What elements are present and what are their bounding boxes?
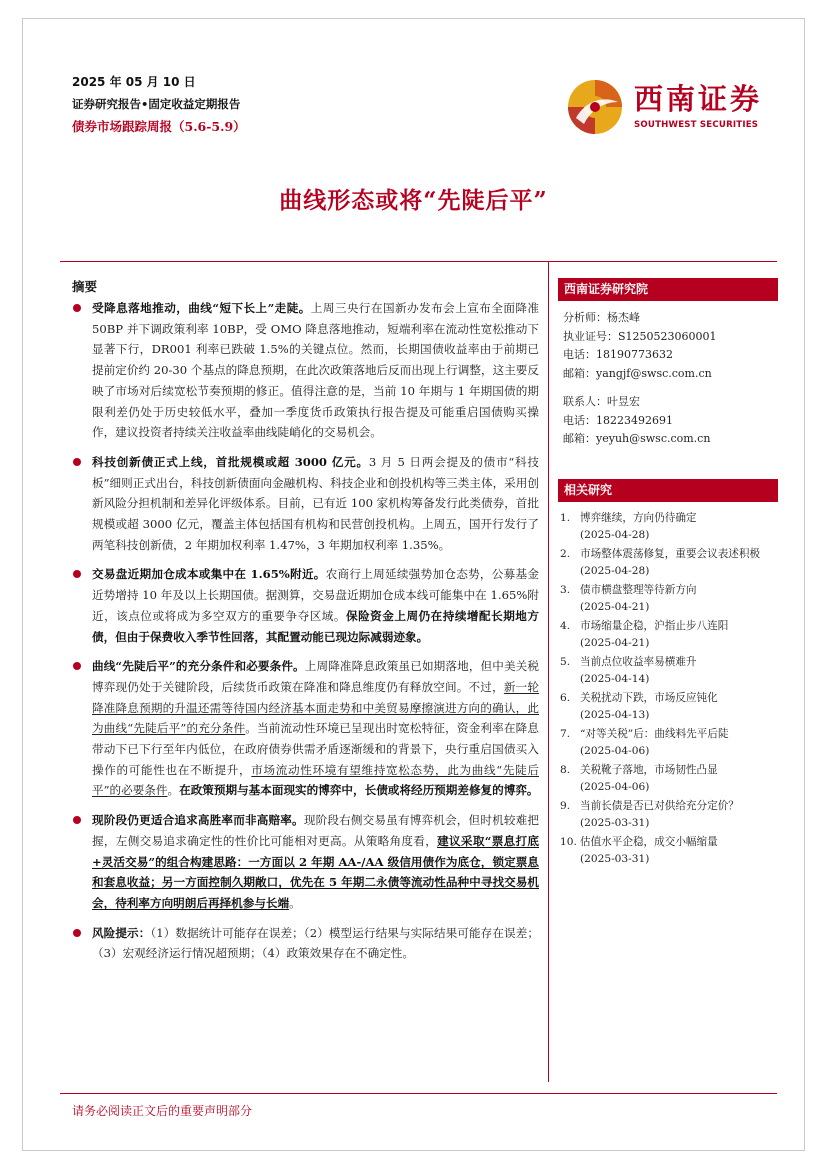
bullet-text-segment: 。 — [289, 895, 301, 910]
related-item-date: (2025-03-31) — [580, 853, 650, 865]
bullet-text-segment: 农商行上周延续强势加仓态势，公募基金近势增持 10 年及以上长期国债。据测算，交易盘近期加仓成本线可能集中在 1.65%附近，该点位或将成为多空双方的重要争夺区域。 — [92, 567, 539, 623]
summary-bullet — [72, 298, 539, 443]
contact-phone: 电话：18223492691 — [563, 413, 673, 427]
analyst-license: 执业证号：S1250523060001 — [563, 329, 717, 343]
related-item-number: 6. — [560, 691, 571, 704]
red-dot-bullet-icon — [73, 570, 81, 578]
bullet-text-segment: 新一轮降准降息预期的升温还需等待国内经济基本面走势和中美贸易摩擦演进方向的确认，此为曲线“先陡后平”的充分条件 — [92, 679, 539, 736]
bullet-text-segment: 市场流动性环境有望维持宽松态势，此为曲线“先陡后平”的必要条件 — [92, 762, 539, 798]
related-item-date: (2025-03-31) — [580, 817, 650, 829]
contact-email[interactable]: 邮箱：yeyuh@swsc.com.cn — [563, 432, 711, 445]
bullet-text-segment: 曲线“先陡后平”的充分条件和必要条件。 — [92, 659, 305, 674]
related-item-number: 10. — [560, 835, 577, 848]
related-research-item[interactable] — [560, 834, 778, 869]
related-research-item[interactable] — [560, 690, 778, 725]
bullet-text-segment: 上周降准降息政策虽已如期落地，但中美关税博弈现仍处于关键阶段，后续货币政策在降准和降息维度仍有释放空间。不过， — [92, 659, 539, 694]
related-item-number: 5. — [560, 655, 571, 668]
report-title: 曲线形态或将“先陡后平” — [279, 187, 548, 214]
analyst-info — [558, 301, 778, 449]
related-item-number: 3. — [560, 583, 571, 596]
red-dot-bullet-icon — [73, 304, 81, 312]
logo-name-cn: 西南证券 — [634, 82, 763, 116]
red-dot-bullet-icon — [73, 929, 81, 937]
bullet-text-segment: 。当前流动性环境已呈现出时宽松特征，资金利率在降息带动下已下行至年内低位，在政府债券供需矛盾逐渐缓和的背景下，央行重启国债买入操作的可能性也在不断提升， — [92, 721, 539, 777]
related-item-title: 市场缩量企稳，沪指止步八连阳 — [580, 619, 729, 632]
bullet-text-segment: 现阶段右侧交易虽有博弈机会，但时机较难把握，左侧交易追求确定性的性价比可能相对更高。从策略角度看， — [92, 813, 539, 848]
related-item-date: (2025-04-28) — [580, 529, 650, 541]
footer-divider — [60, 1093, 777, 1094]
related-item-number: 4. — [560, 619, 571, 632]
bullet-text-segment: 3 月 5 日两会提及的债市“科技板”细则正式出台，科技创新债面向金融机构、科技企业和创投机构等三类主体，采用创新风险分担机制和差异化评级体系。目前，已有近 100 家机构筹备发行此类债券，首批规模或超 3000 亿元，覆盖主体包括国有机构和民营创投机构。上周五，国开行发行了两笔科技创新债，2 年期加权利率 1.47%，3 年期加权利率 1.35%。 — [92, 454, 539, 552]
report-header — [72, 74, 246, 135]
analyst-phone: 电话：18190773632 — [563, 348, 673, 361]
sidebar-divider — [548, 262, 549, 1082]
analyst-email[interactable]: 邮箱：yangjf@swsc.com.cn — [563, 366, 712, 380]
related-item-date: (2025-04-21) — [580, 637, 650, 649]
bullet-text-segment: 保险资金上周仍在持续增配长期地方债，但由于保费收入季节性回落，其配置动能已现边际减弱迹象。 — [92, 608, 539, 644]
bullet-text-segment: 上周三央行在国新办发布会上宣布全面降准 50BP 并下调政策利率 10BP，受 OMO 降息落地推动，短端利率在流动性宽松推动下显著下行，DR001 利率已跌破 1.5%的关键点位。然而，长期国债收益率由于前期已提前定价约 20-30 个基点的降息预期，在此次政策落地后反而出现上行调整，这主要反映了市场对后续宽松节奏预期的修正。值得注意的是，当前 10 年期与 1 年期国债的期限利差仍处于历史较低水平，叠加一季度货币政策执行报告提及可能重启国债购买操作，建议投资者持续关注收益率曲线陡峭化的交易机会。 — [92, 301, 539, 440]
institute-header: 西南证券研究院 — [558, 278, 778, 301]
related-item-date: (2025-04-14) — [580, 673, 650, 685]
bullet-text-segment: 在政策预期与基本面现实的博弈中，长债或将经历预期差修复的博弈。 — [179, 783, 539, 798]
related-item-title: 债市横盘整理等待新方向 — [580, 583, 697, 596]
bullet-text-segment: 建议采取“票息打底+灵活交易”的组合构建思路：一方面以 2 年期 AA-/AA 级信用债作为底仓，锁定票息和套息收益；另一方面控制久期敞口，优先在 5 年期二永债等流动性品种中寻找交易机会，待利率方向明朗后再择机参与长端 — [92, 833, 539, 910]
title-divider — [60, 261, 777, 262]
related-item-title: “对等关税”后：曲线料先平后陡 — [580, 727, 729, 740]
related-item-title: 估值水平企稳，成交小幅缩量 — [580, 835, 718, 848]
contact-name: 联系人：叶昱宏 — [563, 395, 640, 408]
summary-section — [72, 298, 539, 973]
related-item-title: 关税扰动下跌，市场反应钝化 — [580, 691, 718, 704]
related-item-date: (2025-04-06) — [580, 781, 650, 793]
related-item-number: 1. — [560, 511, 571, 524]
summary-bullet — [72, 452, 539, 556]
red-dot-bullet-icon — [73, 816, 81, 824]
related-item-number: 2. — [560, 547, 571, 560]
report-series: 债券市场跟踪周报（5.6-5.9） — [72, 119, 246, 134]
red-dot-bullet-icon — [73, 458, 81, 466]
related-research-item[interactable] — [560, 798, 778, 833]
bullet-text-segment: 。 — [167, 783, 180, 798]
related-research-item[interactable] — [560, 582, 778, 617]
related-item-number: 8. — [560, 763, 571, 776]
related-research-item[interactable] — [560, 546, 778, 581]
southwest-securities-logo-icon — [566, 78, 624, 136]
related-item-date: (2025-04-21) — [580, 601, 650, 613]
bullet-text-segment: 交易盘近期加仓成本或集中在 1.65%附近。 — [92, 567, 326, 582]
bullet-text-segment: 现阶段仍更适合追求高胜率而非高赔率。 — [92, 813, 304, 828]
related-item-title: 博弈继续，方向仍待确定 — [580, 511, 697, 524]
related-item-number: 9. — [560, 799, 571, 812]
related-research-item[interactable] — [560, 726, 778, 761]
bullet-text-segment: 科技创新债正式上线，首批规模或超 3000 亿元。 — [92, 454, 369, 469]
summary-heading: 摘要 — [72, 279, 98, 294]
related-research-item[interactable] — [560, 762, 778, 797]
logo-name-en: SOUTHWEST SECURITIES — [634, 120, 759, 130]
sidebar — [558, 278, 778, 870]
red-dot-bullet-icon — [73, 662, 81, 670]
summary-bullet — [72, 564, 539, 647]
analyst-name: 分析师：杨杰峰 — [563, 311, 640, 324]
report-date: 2025 年 05 月 10 日 — [72, 75, 196, 89]
summary-bullet — [72, 923, 539, 964]
company-logo — [566, 74, 766, 136]
related-research-header: 相关研究 — [558, 479, 778, 502]
related-item-title: 当前长债是否已对供给充分定价？ — [580, 799, 739, 812]
bullet-text-segment: 风险提示： — [92, 925, 151, 940]
related-item-date: (2025-04-06) — [580, 745, 650, 757]
related-item-date: (2025-04-13) — [580, 709, 650, 721]
related-item-number: 7. — [560, 727, 571, 740]
related-item-title: 市场整体震荡修复，重要会议表述积极 — [580, 547, 761, 560]
summary-bullet — [72, 810, 539, 914]
related-research-item[interactable] — [560, 618, 778, 653]
related-item-title: 当前点位收益率易横难升 — [580, 655, 697, 668]
related-item-date: (2025-04-28) — [580, 565, 650, 577]
bullet-text-segment: 受降息落地推动，曲线“短下长上”走陡。 — [92, 301, 311, 315]
bullet-text-segment: （1）数据统计可能存在误差；（2）模型运行结果与实际结果可能存在误差；（3）宏观经济运行情况超预期；（4）政策效果存在不确定性。 — [92, 925, 539, 961]
summary-bullet — [72, 656, 539, 801]
footer-disclaimer[interactable]: 请务必阅读正文后的重要声明部分 — [72, 1104, 253, 1118]
related-item-title: 关税靴子落地，市场韧性凸显 — [580, 763, 718, 776]
report-type: 证券研究报告•固定收益定期报告 — [72, 97, 241, 111]
related-research-item[interactable] — [560, 654, 778, 689]
related-research-list — [558, 502, 778, 869]
related-research-item[interactable] — [560, 510, 778, 545]
